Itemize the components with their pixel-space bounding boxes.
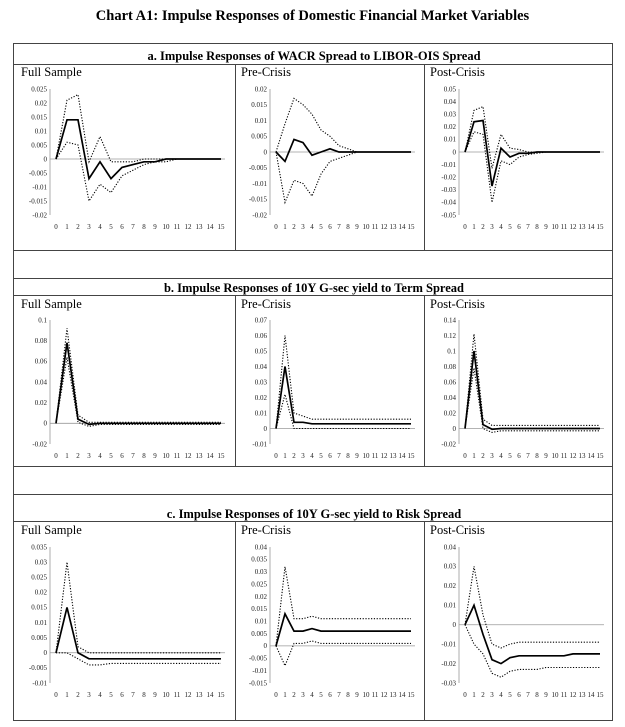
- x-tick-label: 5: [508, 691, 512, 699]
- confidence-band-line: [56, 357, 221, 426]
- x-tick-label: 13: [578, 452, 586, 460]
- y-tick-label: 0.025: [251, 580, 267, 589]
- y-tick-label: -0.015: [248, 679, 267, 688]
- y-tick-label: 0.015: [31, 603, 47, 612]
- x-tick-label: 9: [544, 223, 548, 231]
- x-tick-label: 11: [560, 223, 568, 231]
- confidence-band-line: [465, 566, 600, 648]
- y-tick-label: -0.005: [248, 654, 267, 663]
- x-tick-label: 2: [292, 452, 296, 460]
- x-tick-label: 4: [499, 223, 503, 231]
- x-tick-label: 12: [569, 691, 577, 699]
- x-tick-label: 5: [508, 452, 512, 460]
- x-tick-label: 2: [76, 223, 80, 231]
- y-tick-label: 0.08: [34, 336, 47, 345]
- y-tick-label: 0: [452, 621, 456, 630]
- y-tick-label: 0.035: [31, 543, 47, 552]
- panel-title: Post-Crisis: [430, 297, 485, 311]
- x-tick-label: 8: [142, 223, 146, 231]
- y-tick-label: 0.01: [254, 617, 267, 626]
- x-tick-label: 8: [535, 452, 539, 460]
- x-tick-label: 14: [206, 691, 214, 699]
- y-tick-label: 0.005: [31, 633, 47, 642]
- y-tick-label: 0.06: [34, 357, 47, 366]
- x-tick-label: 15: [596, 691, 604, 699]
- x-tick-label: 0: [54, 452, 58, 460]
- y-tick-label: 0.02: [34, 99, 47, 108]
- y-tick-label: -0.01: [252, 179, 267, 188]
- x-tick-label: 10: [162, 691, 170, 699]
- y-tick-label: -0.015: [248, 195, 267, 204]
- x-tick-label: 3: [490, 223, 494, 231]
- y-tick-label: -0.01: [441, 640, 456, 649]
- x-tick-label: 7: [526, 223, 530, 231]
- x-tick-label: 9: [355, 223, 359, 231]
- chart-b-post-crisis: [427, 316, 612, 464]
- y-tick-label: 0.02: [254, 85, 267, 94]
- x-tick-label: 6: [120, 691, 124, 699]
- y-tick-label: -0.02: [441, 440, 456, 449]
- confidence-band-line: [465, 625, 600, 678]
- confidence-band-line: [56, 328, 221, 423]
- chart-a-pre-crisis: [238, 85, 423, 235]
- x-tick-label: 13: [389, 223, 397, 231]
- x-tick-label: 0: [274, 223, 278, 231]
- x-tick-label: 12: [569, 223, 577, 231]
- y-tick-label: 0: [263, 642, 267, 651]
- y-tick-label: -0.01: [441, 160, 456, 169]
- y-tick-label: 0: [43, 419, 47, 428]
- x-tick-label: 7: [526, 452, 530, 460]
- x-tick-label: 2: [481, 223, 485, 231]
- x-tick-label: 2: [481, 691, 485, 699]
- x-tick-label: 13: [389, 452, 397, 460]
- x-tick-label: 10: [162, 223, 170, 231]
- x-tick-label: 14: [398, 452, 406, 460]
- x-tick-label: 5: [109, 452, 113, 460]
- y-tick-label: 0.02: [34, 588, 47, 597]
- x-tick-label: 5: [508, 223, 512, 231]
- x-tick-label: 13: [578, 223, 586, 231]
- y-tick-label: 0.03: [443, 110, 456, 119]
- divider: [14, 466, 612, 467]
- x-tick-label: 15: [217, 223, 225, 231]
- chart-c-post-crisis: [427, 543, 612, 703]
- y-tick-label: 0.01: [34, 127, 47, 136]
- x-tick-label: 14: [206, 452, 214, 460]
- y-tick-label: 0: [43, 155, 47, 164]
- x-tick-label: 11: [371, 691, 379, 699]
- impulse-response-line: [276, 139, 411, 161]
- x-tick-label: 6: [517, 691, 521, 699]
- x-tick-label: 4: [499, 691, 503, 699]
- x-tick-label: 7: [337, 223, 341, 231]
- x-tick-label: 14: [587, 223, 595, 231]
- x-tick-label: 6: [517, 452, 521, 460]
- x-tick-label: 12: [184, 223, 192, 231]
- x-tick-label: 4: [98, 452, 102, 460]
- x-tick-label: 14: [398, 691, 406, 699]
- divider: [235, 64, 236, 250]
- impulse-response-line: [465, 351, 600, 429]
- confidence-band-line: [276, 98, 411, 152]
- y-tick-label: -0.02: [32, 440, 47, 449]
- y-tick-label: -0.01: [32, 679, 47, 688]
- y-tick-label: -0.005: [28, 664, 47, 673]
- divider: [14, 278, 612, 279]
- divider: [14, 250, 612, 251]
- x-tick-label: 9: [355, 691, 359, 699]
- divider: [424, 64, 425, 250]
- y-tick-label: 0.015: [251, 605, 267, 614]
- x-tick-label: 5: [109, 223, 113, 231]
- x-tick-label: 10: [362, 452, 370, 460]
- x-tick-label: 1: [283, 452, 287, 460]
- x-tick-label: 2: [76, 452, 80, 460]
- x-tick-label: 3: [301, 691, 305, 699]
- panel-title: Full Sample: [21, 523, 82, 537]
- y-tick-label: -0.01: [252, 666, 267, 675]
- x-tick-label: 4: [310, 452, 314, 460]
- y-tick-label: 0.035: [251, 555, 267, 564]
- x-tick-label: 12: [569, 452, 577, 460]
- y-tick-label: -0.03: [441, 186, 456, 195]
- x-tick-label: 2: [481, 452, 485, 460]
- x-tick-label: 4: [98, 691, 102, 699]
- divider: [14, 494, 612, 495]
- y-tick-label: 0.12: [443, 331, 456, 340]
- x-tick-label: 3: [490, 452, 494, 460]
- y-tick-label: -0.02: [252, 211, 267, 220]
- y-tick-label: 0.015: [251, 101, 267, 110]
- x-tick-label: 6: [328, 452, 332, 460]
- y-tick-label: 0.1: [447, 347, 456, 356]
- x-tick-label: 14: [398, 223, 406, 231]
- x-tick-label: 9: [544, 691, 548, 699]
- x-tick-label: 1: [65, 223, 69, 231]
- y-tick-label: 0.005: [251, 629, 267, 638]
- panel-title: Full Sample: [21, 297, 82, 311]
- x-tick-label: 15: [217, 691, 225, 699]
- chart-c-full-sample: [18, 543, 233, 703]
- x-tick-label: 3: [87, 452, 91, 460]
- x-tick-label: 7: [337, 691, 341, 699]
- y-tick-label: -0.05: [441, 211, 456, 220]
- x-tick-label: 1: [472, 223, 476, 231]
- confidence-band-line: [276, 336, 411, 429]
- x-tick-label: 6: [120, 223, 124, 231]
- x-tick-label: 5: [319, 691, 323, 699]
- y-tick-label: 0.02: [254, 592, 267, 601]
- y-tick-label: -0.005: [248, 164, 267, 173]
- x-tick-label: 14: [587, 452, 595, 460]
- y-tick-label: 0.14: [443, 316, 456, 325]
- divider: [424, 295, 425, 466]
- x-tick-label: 9: [153, 691, 157, 699]
- impulse-response-line: [56, 607, 221, 658]
- y-tick-label: 0.06: [443, 378, 456, 387]
- y-tick-label: 0: [43, 649, 47, 658]
- x-tick-label: 11: [560, 691, 568, 699]
- x-tick-label: 10: [362, 223, 370, 231]
- x-tick-label: 15: [407, 452, 415, 460]
- confidence-band-line: [465, 368, 600, 432]
- impulse-response-line: [56, 343, 221, 425]
- y-tick-label: 0.08: [443, 362, 456, 371]
- y-tick-label: 0: [263, 148, 267, 157]
- x-tick-label: 7: [337, 452, 341, 460]
- y-tick-label: 0: [263, 424, 267, 433]
- main-title: Chart A1: Impulse Responses of Domestic Financial Market Variables: [95, 8, 530, 24]
- x-tick-label: 6: [328, 691, 332, 699]
- x-tick-label: 11: [371, 452, 379, 460]
- chart-a-post-crisis: [427, 85, 612, 235]
- x-tick-label: 0: [463, 223, 467, 231]
- y-tick-label: 0: [452, 148, 456, 157]
- y-tick-label: 0.04: [254, 543, 267, 552]
- x-tick-label: 13: [389, 691, 397, 699]
- x-tick-label: 0: [274, 452, 278, 460]
- divider: [235, 521, 236, 721]
- x-tick-label: 11: [173, 691, 181, 699]
- x-tick-label: 8: [142, 691, 146, 699]
- x-tick-label: 0: [54, 691, 58, 699]
- x-tick-label: 9: [544, 452, 548, 460]
- x-tick-label: 2: [76, 691, 80, 699]
- x-tick-label: 7: [131, 223, 135, 231]
- x-tick-label: 1: [472, 691, 476, 699]
- y-tick-label: 0.025: [31, 85, 47, 94]
- y-tick-label: 0.05: [443, 85, 456, 94]
- x-tick-label: 4: [499, 452, 503, 460]
- y-tick-label: -0.04: [441, 198, 456, 207]
- x-tick-label: 11: [371, 223, 379, 231]
- panel-title: Pre-Crisis: [241, 65, 291, 79]
- y-tick-label: 0.02: [443, 409, 456, 418]
- x-tick-label: 13: [195, 452, 203, 460]
- y-tick-label: 0.04: [443, 97, 456, 106]
- x-tick-label: 15: [407, 691, 415, 699]
- x-tick-label: 6: [328, 223, 332, 231]
- x-tick-label: 13: [195, 691, 203, 699]
- x-tick-label: 11: [173, 223, 181, 231]
- y-tick-label: 0.07: [254, 316, 267, 325]
- y-tick-label: 0.02: [34, 398, 47, 407]
- x-tick-label: 12: [380, 452, 388, 460]
- y-tick-label: 0.01: [254, 409, 267, 418]
- x-tick-label: 8: [535, 223, 539, 231]
- chart-b-pre-crisis: [238, 316, 423, 464]
- x-tick-label: 14: [587, 691, 595, 699]
- x-tick-label: 12: [380, 223, 388, 231]
- section-title-a: a. Impulse Responses of WACR Spread to LIBOR-OIS Spread: [147, 49, 481, 63]
- x-tick-label: 6: [120, 452, 124, 460]
- x-tick-label: 1: [472, 452, 476, 460]
- x-tick-label: 3: [301, 223, 305, 231]
- y-tick-label: 0.04: [443, 543, 456, 552]
- x-tick-label: 2: [292, 691, 296, 699]
- x-tick-label: 3: [301, 452, 305, 460]
- x-tick-label: 0: [463, 452, 467, 460]
- y-tick-label: 0.01: [254, 116, 267, 125]
- y-tick-label: 0.025: [31, 573, 47, 582]
- section-title-b: b. Impulse Responses of 10Y G-sec yield to Term Spread: [163, 281, 465, 295]
- y-tick-label: 0.1: [38, 316, 47, 325]
- x-tick-label: 14: [206, 223, 214, 231]
- x-tick-label: 9: [153, 452, 157, 460]
- y-tick-label: 0: [452, 424, 456, 433]
- divider: [424, 521, 425, 721]
- x-tick-label: 0: [54, 223, 58, 231]
- panel-title: Post-Crisis: [430, 523, 485, 537]
- confidence-band-line: [56, 95, 221, 162]
- x-tick-label: 8: [346, 452, 350, 460]
- x-tick-label: 1: [65, 691, 69, 699]
- y-tick-label: -0.01: [252, 440, 267, 449]
- x-tick-label: 11: [173, 452, 181, 460]
- y-tick-label: -0.02: [441, 173, 456, 182]
- x-tick-label: 8: [346, 691, 350, 699]
- x-tick-label: 9: [355, 452, 359, 460]
- x-tick-label: 9: [153, 223, 157, 231]
- confidence-band-line: [56, 142, 221, 201]
- x-tick-label: 13: [578, 691, 586, 699]
- y-tick-label: 0.02: [443, 582, 456, 591]
- x-tick-label: 7: [526, 691, 530, 699]
- divider: [14, 521, 612, 522]
- y-tick-label: 0.03: [254, 378, 267, 387]
- panel-title: Pre-Crisis: [241, 297, 291, 311]
- y-tick-label: 0.06: [254, 331, 267, 340]
- x-tick-label: 12: [184, 452, 192, 460]
- x-tick-label: 3: [87, 223, 91, 231]
- x-tick-label: 6: [517, 223, 521, 231]
- x-tick-label: 1: [283, 223, 287, 231]
- y-tick-label: -0.02: [441, 659, 456, 668]
- x-tick-label: 12: [184, 691, 192, 699]
- y-tick-label: 0.04: [34, 378, 47, 387]
- x-tick-label: 15: [596, 452, 604, 460]
- x-tick-label: 3: [87, 691, 91, 699]
- x-tick-label: 10: [551, 691, 559, 699]
- x-tick-label: 4: [310, 223, 314, 231]
- x-tick-label: 12: [380, 691, 388, 699]
- x-tick-label: 11: [560, 452, 568, 460]
- x-tick-label: 10: [162, 452, 170, 460]
- x-tick-label: 10: [362, 691, 370, 699]
- y-tick-label: -0.03: [441, 679, 456, 688]
- divider: [14, 295, 612, 296]
- x-tick-label: 7: [131, 452, 135, 460]
- x-tick-label: 8: [142, 452, 146, 460]
- section-title-c: c. Impulse Responses of 10Y G-sec yield to Risk Spread: [166, 507, 462, 521]
- panel-title: Full Sample: [21, 65, 82, 79]
- x-tick-label: 7: [131, 691, 135, 699]
- y-tick-label: 0.01: [443, 601, 456, 610]
- chart-c-pre-crisis: [238, 543, 423, 703]
- x-tick-label: 4: [98, 223, 102, 231]
- x-tick-label: 15: [407, 223, 415, 231]
- y-tick-label: -0.015: [28, 197, 47, 206]
- confidence-band-line: [465, 334, 600, 429]
- y-tick-label: -0.02: [32, 211, 47, 220]
- confidence-band-line: [276, 567, 411, 646]
- impulse-response-line: [465, 605, 600, 663]
- panel-title: Post-Crisis: [430, 65, 485, 79]
- x-tick-label: 2: [292, 223, 296, 231]
- x-tick-label: 8: [346, 223, 350, 231]
- x-tick-label: 3: [490, 691, 494, 699]
- x-tick-label: 5: [319, 452, 323, 460]
- y-tick-label: 0.04: [443, 393, 456, 402]
- confidence-band-line: [276, 641, 411, 666]
- x-tick-label: 10: [551, 452, 559, 460]
- x-tick-label: 5: [109, 691, 113, 699]
- x-tick-label: 10: [551, 223, 559, 231]
- x-tick-label: 15: [596, 223, 604, 231]
- y-tick-label: 0.04: [254, 362, 267, 371]
- x-tick-label: 4: [310, 691, 314, 699]
- panel-title: Pre-Crisis: [241, 523, 291, 537]
- x-tick-label: 13: [195, 223, 203, 231]
- chart-b-full-sample: [18, 316, 233, 464]
- y-tick-label: -0.005: [28, 169, 47, 178]
- x-tick-label: 0: [463, 691, 467, 699]
- y-tick-label: 0.03: [443, 562, 456, 571]
- divider: [235, 295, 236, 466]
- y-tick-label: 0.005: [31, 141, 47, 150]
- x-tick-label: 15: [217, 452, 225, 460]
- confidence-band-line: [276, 152, 411, 202]
- impulse-response-line: [56, 120, 221, 179]
- y-tick-label: 0.02: [443, 123, 456, 132]
- x-tick-label: 8: [535, 691, 539, 699]
- x-tick-label: 5: [319, 223, 323, 231]
- y-tick-label: 0.01: [34, 618, 47, 627]
- x-tick-label: 1: [65, 452, 69, 460]
- y-tick-label: 0.05: [254, 347, 267, 356]
- x-tick-label: 1: [283, 691, 287, 699]
- divider: [14, 64, 612, 65]
- y-tick-label: 0.01: [443, 135, 456, 144]
- y-tick-label: -0.01: [32, 183, 47, 192]
- y-tick-label: 0.02: [254, 393, 267, 402]
- x-tick-label: 0: [274, 691, 278, 699]
- y-tick-label: 0.015: [31, 113, 47, 122]
- confidence-band-line: [56, 562, 221, 653]
- y-tick-label: 0.005: [251, 132, 267, 141]
- y-tick-label: 0.03: [254, 568, 267, 577]
- chart-a-full-sample: [18, 85, 233, 235]
- y-tick-label: 0.03: [34, 558, 47, 567]
